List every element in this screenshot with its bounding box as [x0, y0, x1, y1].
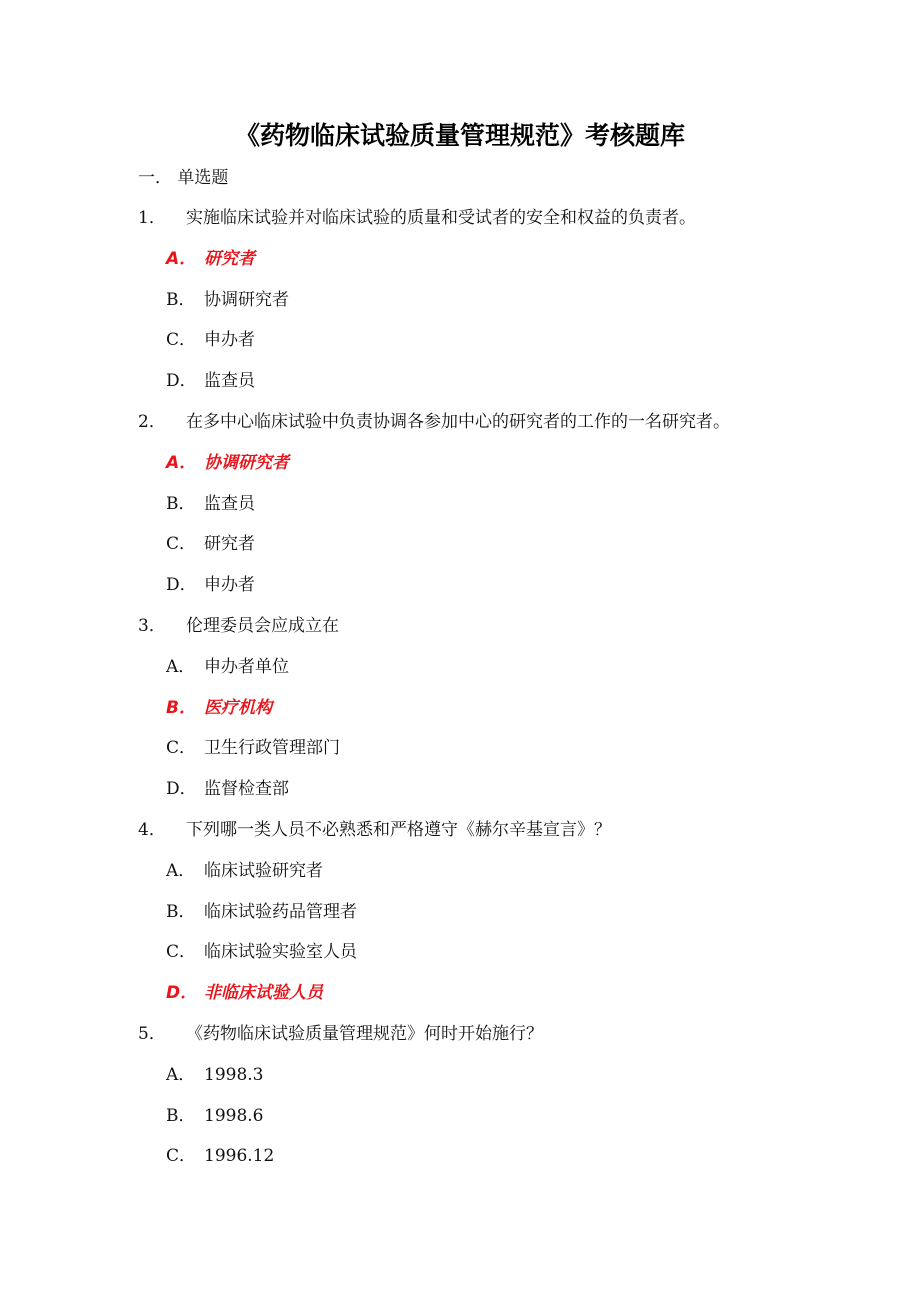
option-4-d: [166, 982, 323, 1004]
option-text: 1996.12: [204, 1146, 275, 1166]
section-heading: 一． 单选题: [138, 168, 229, 188]
question-1: [138, 207, 696, 229]
option-text: 协调研究者: [204, 290, 289, 310]
option-text: 临床试验研究者: [204, 861, 323, 881]
option-4-b: [166, 901, 357, 923]
document-title: 《药物临床试验质量管理规范》考核题库: [234, 121, 685, 150]
option-letter: A．: [166, 249, 197, 269]
option-1-b: [166, 289, 289, 311]
option-text: 监督检查部: [204, 779, 289, 799]
option-text: 医疗机构: [204, 698, 272, 718]
option-letter: B．: [166, 1106, 196, 1126]
option-1-d: [166, 370, 255, 392]
question-5: [138, 1023, 543, 1045]
option-text: 申办者: [204, 575, 255, 595]
question-text: 《药物临床试验质量管理规范》何时开始施行？: [186, 1024, 543, 1044]
option-1-c: [166, 329, 255, 351]
question-number: 1．: [138, 208, 166, 228]
question-text: 下列哪一类人员不必熟悉和严格遵守《赫尔辛基宣言》？: [186, 820, 611, 840]
option-letter: C．: [166, 534, 197, 554]
option-2-c: [166, 533, 255, 555]
option-letter: B．: [166, 290, 196, 310]
option-1-a: [166, 248, 255, 270]
option-letter: C．: [166, 942, 197, 962]
option-letter: D．: [166, 983, 198, 1003]
option-text: 1998.6: [204, 1106, 264, 1126]
question-number: 4．: [138, 820, 166, 840]
option-3-a: [166, 656, 289, 678]
question-number: 3．: [138, 616, 166, 636]
option-4-c: [166, 941, 357, 963]
question-text: 在多中心临床试验中负责协调各参加中心的研究者的工作的一名研究者。: [186, 412, 730, 432]
question-4: [138, 819, 611, 841]
option-2-b: [166, 493, 255, 515]
option-text: 1998.3: [204, 1065, 264, 1085]
option-letter: C．: [166, 738, 197, 758]
option-letter: D．: [166, 575, 197, 595]
option-3-d: [166, 778, 289, 800]
option-text: 申办者: [204, 330, 255, 350]
option-text: 申办者单位: [204, 657, 289, 677]
option-2-a: [166, 452, 289, 474]
option-5-c: [166, 1145, 274, 1167]
option-text: 临床试验实验室人员: [204, 942, 357, 962]
option-text: 监查员: [204, 371, 255, 391]
question-number: 2．: [138, 412, 166, 432]
question-text: 实施临床试验并对临床试验的质量和受试者的安全和权益的负责者。: [186, 208, 696, 228]
option-letter: B．: [166, 698, 196, 718]
option-text: 研究者: [204, 249, 255, 269]
option-3-b: [166, 697, 272, 719]
option-letter: D．: [166, 779, 197, 799]
option-text: 研究者: [204, 534, 255, 554]
option-text: 非临床试验人员: [204, 983, 323, 1003]
option-text: 监查员: [204, 494, 255, 514]
option-text: 卫生行政管理部门: [204, 738, 340, 758]
option-5-b: [166, 1105, 263, 1127]
question-text: 伦理委员会应成立在: [186, 616, 339, 636]
option-letter: C．: [166, 330, 197, 350]
option-letter: C．: [166, 1146, 197, 1166]
option-letter: B．: [166, 494, 196, 514]
option-4-a: [166, 860, 323, 882]
option-letter: A．: [166, 453, 197, 473]
question-3: [138, 615, 339, 637]
option-text: 协调研究者: [204, 453, 289, 473]
option-2-d: [166, 574, 255, 596]
option-text: 临床试验药品管理者: [204, 902, 357, 922]
option-letter: A．: [166, 1065, 196, 1085]
option-5-a: [166, 1064, 263, 1086]
question-number: 5．: [138, 1024, 166, 1044]
option-3-c: [166, 737, 340, 759]
option-letter: B．: [166, 902, 196, 922]
option-letter: D．: [166, 371, 197, 391]
option-letter: A．: [166, 861, 196, 881]
question-2: [138, 411, 730, 433]
option-letter: A．: [166, 657, 196, 677]
